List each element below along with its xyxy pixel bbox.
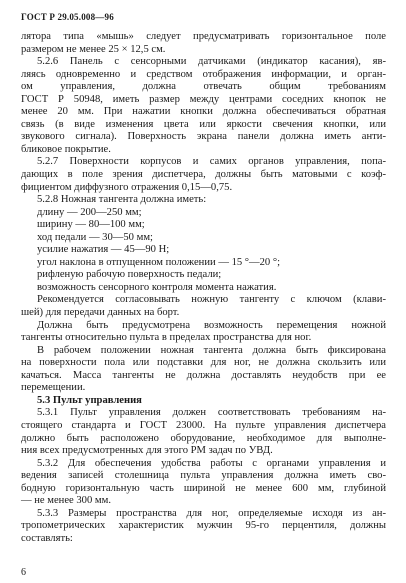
text-line: шей) для передачи данных на борт. <box>21 307 180 319</box>
text-line: 5.2.7 Поверхности корпусов и самих органов управления, попа- <box>37 156 386 168</box>
text-line: бодную горизонтальную часть шириной не менее 600 мм, глубиной <box>21 482 386 494</box>
page-header-doc-id: ГОСТ Р 29.05.008—96 <box>21 12 114 22</box>
text-line: лятора типа «мышь» следует предусматривать горизонтальное поле <box>21 31 386 42</box>
text-line: на поверхности пола или подставки для ног, не должна скользить или <box>21 357 386 369</box>
list-item: длину — 200—250 мм; <box>37 206 142 218</box>
text-line: 5.2.6 Панель с сенсорными датчиками (индикатор касания), яв- <box>37 56 386 68</box>
text-line: фициентом диффузного отражения 0,15—0,75. <box>21 181 233 193</box>
text-line: связь (в виде изменения цвета или яркости свечения кнопки, или <box>21 118 386 130</box>
text-line: дающих в поле зрения диспетчера, должны быть матовыми с коэф- <box>21 169 386 181</box>
text-line: ГОСТ Р 50948, иметь размер между центрами соседних кнопок не <box>21 93 386 105</box>
text-line: ведения записей столешница пульта управления должна иметь сво- <box>21 470 386 482</box>
list-item: возможность сенсорного контроля момента нажатия. <box>37 281 277 293</box>
text-line: должно быть расположено оборудование, необходимое для выполне- <box>21 432 386 444</box>
text-line: ния всех предусмотренных для этого РМ задач по УВД. <box>21 445 273 457</box>
list-item: ширину — 80—100 мм; <box>37 219 145 231</box>
list-item: рифленую рабочую поверхность педали; <box>37 269 222 281</box>
section-heading: 5.3 Пульт управления <box>37 394 142 406</box>
text-line: Должна быть предусмотрена возможность перемещения ножной <box>37 319 386 331</box>
page-number: 6 <box>21 567 26 578</box>
text-line: тангенты относительно пульта в пределах пространства для ног. <box>21 332 312 344</box>
text-line: 5.3.1 Пульт управления должен соответствовать требованиям на- <box>37 407 386 419</box>
text-line: размером не менее 25 × 12,5 см. <box>21 43 166 55</box>
text-line: 5.2.8 Ножная тангента должна иметь: <box>37 194 207 206</box>
body-text <box>21 31 386 545</box>
text-line: составлять: <box>21 532 73 544</box>
text-line: ляясь одновременно и средством отображения информации, и орган- <box>21 68 386 80</box>
text-line: 5.3.2 Для обеспечения удобства работы с органами управления и <box>37 457 386 469</box>
text-line: — не менее 300 мм. <box>21 495 111 507</box>
text-line: Рекомендуется согласовывать ножную тангенту с ключом (клави- <box>37 294 386 306</box>
text-line: стоящего стандарта и ГОСТ 23000. На пульте управления диспетчера <box>21 419 386 431</box>
text-line: В рабочем положении ножная тангента должна быть фиксирована <box>37 344 386 356</box>
text-line: перемещении. <box>21 382 86 394</box>
list-item: ход педали — 30—50 мм; <box>37 231 153 243</box>
text-line: бликовое покрытие. <box>21 143 111 155</box>
text-line: тропометрических характеристик мужчин 95-го перцентиля, должны <box>21 520 386 532</box>
list-item: угол наклона в отпущенном положении — 15 °—20 °; <box>37 256 281 268</box>
text-line: ом управления, должна отвечать общим требованиям <box>21 81 386 93</box>
text-line: 5.3.3 Размеры пространства для ног, определяемые исходя из ан- <box>37 507 386 519</box>
text-line: звукового сигнала). Поверхность экрана панели должна иметь анти- <box>21 131 386 143</box>
list-item: усилие нажатия — 45—90 Н; <box>37 244 170 256</box>
text-line: менее 20 мм. При нажатии кнопки должна обеспечиваться обратная <box>21 106 386 118</box>
text-line: качаться. Масса тангенты не должна доставлять неудобств при ее <box>21 369 386 381</box>
